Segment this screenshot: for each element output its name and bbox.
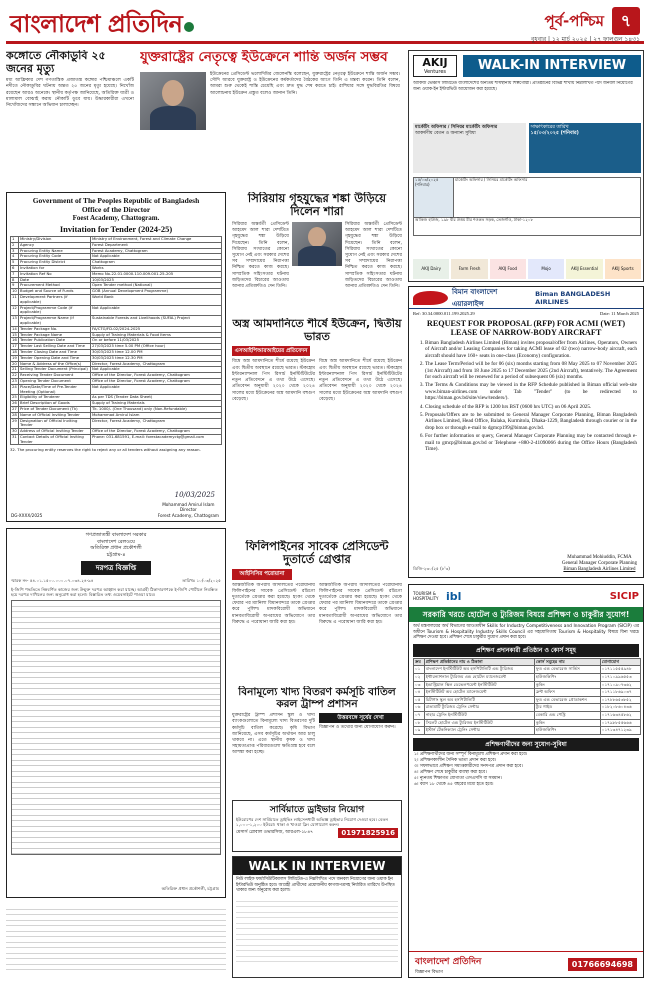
tender-cell: Director, Forest Academy, Chattogram [91, 418, 222, 429]
brand-logo: AKIJ Dairy [413, 259, 449, 279]
tender-cell: Forest Academy, Chattogram [91, 248, 222, 254]
biman-point: 4. Closing schedule of the RFP is 1200 hrs BST (0600 hrs UTC) on 06 April 2025. [425, 404, 637, 410]
sicip-cell: কুকিং [534, 719, 600, 727]
akij-brand-strip [413, 259, 641, 279]
tender-cell: 27 [12, 405, 17, 411]
footer-logo: বাংলাদেশ প্রতিদিন [415, 956, 482, 967]
headline-ukraine[interactable]: যুক্তরাষ্ট্রের নেতৃত্বে ইউক্রেনে শান্তি অর্জন সম্ভব [140, 50, 388, 65]
railway-header3: অতিরিক্ত প্রধান প্রকৌশলী [90, 545, 142, 551]
tender-cell: Tender Closing Date and Time [19, 349, 91, 355]
tender-cell: 30 [12, 428, 17, 434]
body-duterte-b: আন্তর্জাতিক অপরাধ আদালতের পরোয়ানায় ফিলিপাইনের সাবেক প্রেসিডেন্ট রদ্রিগো দুতার্তেকে গ্রেপ্তার করা হয়েছে। হংকং থেকে ফেরার পর ম্যানিলা বিমানবন্দরে তাকে গ্রেপ্তার করে পুলিশ। মাদকবিরোধী অভিযানে মানবতাবিরোধী অপরাধের অভিযোগে তার বিরুদ্ধে এ পরোয়ানা জারি করা হয়। [319, 582, 402, 625]
tender-cell: Forest Department [91, 242, 222, 248]
tender-cell: 26 [12, 400, 17, 406]
signatory-office: Forest Academy, Chattogram [157, 512, 219, 518]
sicip-rule: ৪। প্রশিক্ষণ শেষে চাকুরীর ব্যবস্থা করা হবে। [414, 769, 487, 775]
akij-salary: আকর্ষণীয় বেতন ও অন্যান্য সুবিধা [415, 130, 476, 136]
tender-cell: 22 [12, 372, 17, 378]
sicip-rules-title: প্রশিক্ষণার্থীদের জন্য সুযোগ-সুবিধা [413, 738, 639, 751]
railway-tender-grid [11, 600, 221, 855]
sicip-table [413, 658, 641, 735]
tender-cell: Office of the Director, Forest Academy, Chattogram [91, 373, 222, 379]
tender-cell: Supply of Training Materials & Food Items [91, 332, 222, 338]
body-trump: যুক্তরাষ্ট্রের ট্রাম্প প্রশাসন স্কুল ও খাদ্য ব্যাংকগুলোতে বিনামূল্যে খাদ্য বিতরণের দুটি কর্মসূচি বাতিল করেছে। কৃষি বিভাগ জানিয়েছে, এসব কর্মসূচির অর্থায়ন আর চালু থাকবে না। এতে স্থানীয় কৃষক ও খাদ্য সহায়তাপ্রাপ্ত পরিবারগুলো ক্ষতিগ্রস্ত হবে বলে আশঙ্কা করা হচ্ছে। [232, 713, 315, 756]
railway-body: ই-জিপি পদ্ধতিতে নিম্নবর্ণিত কাজের জন্য উন্মুক্ত দরপত্র আহ্বান করা যাচ্ছে। আগ্রহী ঠিকাদারগণকে ই-জিপি পোর্টালে নিবন্ধিত হয়ে দরপত্র দাখিলের জন্য অনুরোধ করা হলো। বিস্তারিত তথ্য ওয়েবসাইটে পাওয়া যাবে। [11, 587, 218, 598]
tender-cell: Project/Programme Code (if applicable) [19, 305, 91, 316]
newspaper-logo[interactable] [10, 6, 194, 46]
tender-cell: 10 [12, 288, 17, 294]
sicip-cell: ফুড এন্ড বেভারেজ প্রোডাকশন [534, 696, 600, 704]
sicip-cell: কুকিং [534, 681, 600, 689]
body-syria-a: সিরিয়ার অন্তর্বর্তী প্রেসিডেন্ট আহমেদ আল শারা দেশটিতে গৃহযুদ্ধের শঙ্কা উড়িয়ে দিয়েছেন। তিনি বলেন, সিরিয়ায় সংঘাতের কোনো সুযোগ নেই এবং সরকার দেশের সব সম্প্রদায়ের নিরাপত্তা নিশ্চিত করতে কাজ করছে। সাম্প্রতিক সহিংসতার ঘটনায় জড়িতদের বিচারের আওতায় আনার প্রতিশ্রুতিও দেন তিনি। [232, 222, 289, 290]
tender-cell: 24 [11, 384, 19, 395]
biman-header [409, 287, 643, 309]
tender-cell: World Bank [91, 294, 222, 305]
biman-stork-icon [413, 291, 448, 305]
sicip-intro: অর্থ মন্ত্রণালয়ের অর্থ বিভাগের আওতাধীন Skills for Industry Competitiveness and Innovation Program (SICIP) এর অধীনে Tourism & Hospitality Industry Skills Council এর সহযোগিতায় Tourism & Hospitality বিষয়ে বিনা খরচে প্রশিক্ষণ দেওয়া হবে। প্রশিক্ষণ শেষে চাকুরীর সুযোগ প্রদান করা হবে। [413, 624, 639, 641]
tender-cell: Name & Address of the Office(s) [19, 361, 91, 367]
tender-cell: Supply of Training Materials [91, 401, 222, 407]
sicip-cell: ইন্টারন্যাশনাল ট্যুরিজম এন্ড হোটেল ম্যানেজমেন্ট [424, 673, 534, 681]
logo-dot-icon [184, 22, 194, 32]
tender-cell: 21 [12, 366, 17, 372]
sicip-section-title: প্রশিক্ষণ প্রদানকারী প্রতিষ্ঠান ও কোর্স সমূহ [413, 644, 639, 657]
trump-box-body: বিজ্ঞাপন ও তথ্যের জন্য যোগাযোগ করুন। [319, 725, 396, 731]
tender-cell: Not Applicable [91, 305, 222, 316]
biman-point: 2. The Lease Term/Period will be for 06 (six) months starting from 08 May 2025 to 07 November 2025 (1st Aircraft) and from 18 June 2025 to 17 December 2025 (2nd Aircraft), tentatively. The Agreement for each aircraft will be renewed for a period of subsequent 06 (six) months. [425, 361, 637, 380]
sicip-cell: ০২ [414, 673, 425, 681]
akij-brand: AKIJ [422, 56, 448, 69]
tender-cell: Name of Official Inviting Tender [19, 412, 91, 418]
tender-cell: 17 [12, 343, 17, 349]
tender-note: 32. The procuring entity reserves the right to reject any or all tenders without assigning any reason. [10, 447, 201, 453]
duterte-tag: আইসিসির পরোয়ানা [232, 569, 292, 579]
serbia-body: ইউরোপের দেশ সার্বিয়াতে ড্রাইভিং লাইসেন্সধারী অভিজ্ঞ ড্রাইভার নিয়োগ দেওয়া হবে। বেতন ১,০০০-১,২০০ ইউরো। থাকা ও খাওয়া ফ্রি। যোগাযোগ করুন। [236, 817, 388, 828]
tender-cell: 19 [12, 354, 17, 360]
tender-cell: Invitation Ref No [19, 271, 91, 277]
tender-cell: 6 [11, 265, 19, 271]
walkin-bottom-body: নিউ লাইফ ফার্মাসিউটিক্যালস লিমিটেড-এ নিম্নলিখিত পদে জনবল নিয়োগের জন্য ওয়াক ইন ইন্টারভিউ অনুষ্ঠিত হবে। আগ্রহী প্রার্থীদের প্রয়োজনীয় কাগজপত্রসহ নির্ধারিত তারিখে উপস্থিত থাকার জন্য অনুরোধ করা হলো। [236, 877, 395, 894]
akij-date-label: সাক্ষাৎকারের তারিখ [530, 125, 569, 130]
sicip-cell: ০১৭১০৯৯৬৫৫৩ [600, 673, 640, 681]
tender-gov: Government of The Peoples Republic of Bangladesh [32, 196, 200, 205]
biman-ref: Ref: 30.34.0000.011.199.2025.29 [413, 311, 475, 316]
ibl-logo: ibl [446, 589, 462, 603]
tender-cell: 14 [12, 325, 17, 331]
railway-header4: চট্টগ্রাম-৪ [106, 551, 126, 558]
story-congo [6, 50, 134, 140]
story-duterte [232, 540, 402, 680]
sicip-cell: বেকারি এন্ড পেস্ট্রি [534, 711, 600, 719]
tender-cell: Tender Last Selling Date and Time [19, 344, 91, 350]
sicip-ad [408, 584, 644, 978]
sicip-cell: সিলেট হোটেল এন্ড ট্যুরিজম ইনস্টিটিউট [424, 719, 534, 727]
tender-cell: Tender Package No. [19, 326, 91, 332]
tender-cell: 25 [12, 394, 17, 400]
sicip-cell: ইন্ডাস্ট্রিয়াল স্কিল ডেভেলপমেন্ট ইনস্টিটিউট [424, 681, 534, 689]
sicip-cell: ফ্রন্ট অফিস [534, 689, 600, 697]
serbia-driver-ad [232, 800, 402, 852]
sicip-cell: নাহার ট্রেনিং ইনস্টিটিউট [424, 711, 534, 719]
tender-cell: Phone: 031-681591, E-mail: forestacademyctg@gmail.com [91, 434, 222, 445]
tender-cell: 31 [11, 434, 19, 445]
sicip-cell: ফুড এন্ড বেভারেজ সার্ভিস [534, 666, 600, 674]
tender-cell: Ministry/Division [19, 237, 91, 243]
section-name: পূর্ব-পশ্চিম [544, 12, 604, 30]
sicip-cell: ০১৭৯৮৮৫৫৬৬৬ [600, 719, 640, 727]
trump-box-title: উত্তরবঙ্গে সূর্যের দেখা [319, 713, 402, 723]
sicip-cell: ০১৭১১৮৬৯০৩৭ [600, 689, 640, 697]
tender-cell: Project/Programme Name (if applicable) [19, 316, 91, 327]
tender-cell: Chattogram [91, 260, 222, 266]
tender-cell: Office of the Director, Forest Academy, Chattogram [91, 378, 222, 384]
akij-schedule-table [413, 177, 641, 236]
biman-points [409, 340, 643, 453]
headline-duterte[interactable]: ফিলিপাইনের সাবেক প্রেসিডেন্ট দুতার্তে গ্রেপ্তার [245, 540, 389, 567]
tender-cell: Eligibility of Tenderer [19, 395, 91, 401]
biman-point: 6. For further information or query, General Manager Corporate Planning may be contacted through e-mail to gmcp@biman.gov.bd or Telephone +880-2-41090066 during the Office Hours (Bangladesh Time). [425, 433, 637, 452]
tender-cell: 2 [11, 242, 19, 248]
tender-cell: 7 [11, 271, 19, 277]
page-number: ৭ [612, 7, 640, 35]
zelensky-photo [140, 72, 206, 130]
tender-cell: Not Applicable [91, 254, 222, 260]
akij-walkin-ad [408, 50, 644, 282]
tender-cell: Place/Date/Time of Pre-Tender Meeting (Optional) [19, 384, 91, 395]
tender-row [11, 305, 222, 316]
sicip-logo: SICIP [609, 590, 639, 602]
serbia-company: মেসার্স গ্লোবাল ওভারসিজ, আরএল-১৮৪৭ [236, 830, 314, 836]
tender-cell: Procuring Entity Code [19, 254, 91, 260]
tender-cell: 3 [11, 248, 19, 254]
tender-cell: Open Tender method (National) [91, 283, 222, 289]
railway-footer [6, 904, 226, 978]
sicip-rule: ৫। ন্যূনতম শিক্ষাগত যোগ্যতা এসএসসি বা সমমান। [414, 775, 502, 781]
body-arms-b: বিশ্বে অস্ত্র আমদানিতে শীর্ষে রয়েছে ইউক্রেন এবং দ্বিতীয় অবস্থানে রয়েছে ভারত। স্টকহোম ইন্টারন্যাশনাল পিস রিসার্চ ইনস্টিটিউটের নতুন প্রতিবেদনে এ তথ্য উঠে এসেছে। প্রতিবেদন অনুযায়ী ২০২০ থেকে ২০২৪ সালের মধ্যে ইউক্রেনের অস্ত্র আমদানি বহুগুণ বেড়েছে। [319, 359, 402, 402]
biman-point: 5. Proposals/Offers are to be submitted to General Manager Corporate Planning, Biman Bangladesh Airlines Limited, Head Office, Balaka, Kurmitola, Dhaka-1229, Bangladesh through courier or in the drop box or through e-mail to dgmcp199@biman.gov.bd. [425, 412, 637, 431]
sicip-row [414, 727, 641, 735]
tender-cell: FA/CTG/FD-02/2024-2025 [91, 326, 222, 332]
tender-cell: 4 [11, 254, 19, 260]
railway-date: তারিখঃ ১০/০৩/২০২৫ [182, 578, 221, 583]
sicip-rules [409, 752, 643, 788]
akij-date: ১৫/০৩/২০২৫ (শনিবার) [530, 131, 579, 136]
tender-office: Office of the Director [81, 205, 151, 214]
signatory-designation: Director [179, 507, 197, 513]
sicip-cell: ইনস্টিটিউট অব হোটেল ম্যানেজমেন্ট [424, 689, 534, 697]
railway-sign: অতিরিক্ত প্রধান প্রকৌশলী, চট্টগ্রাম [161, 886, 219, 891]
tender-cell: Tender Opening Date and Time [19, 355, 91, 361]
dateline: বুধবার | ১২ মার্চ ২০২৫ | ২৭ ফাল্গুন ১৪৩১ [531, 36, 640, 43]
railway-ref: স্মারক নং- ৫৪.০১.১৫০০.০০০.০৭.০৩৪.২৪-৯৪ [11, 578, 94, 583]
tender-cell: Receiving Tender Document [19, 373, 91, 379]
sicip-header-row [414, 658, 641, 666]
biman-signatory-name: Muhammad Mohiuddin, FCMA [567, 555, 632, 560]
sicip-header-cell: যোগাযোগ [600, 658, 640, 666]
story-trump [232, 686, 402, 796]
tender-table [10, 236, 222, 445]
tender-cell: Procuring Entity District [19, 260, 91, 266]
sicip-title: সরকারি খরচে হোটেল ও ট্যুরিজম বিষয়ে প্রশিক্ষণ ও চাকুরীর সুযোগ! [409, 607, 643, 622]
brand-logo: AKIJ Sports [605, 259, 641, 279]
walkin-bottom-title: WALK IN INTERVIEW [233, 857, 401, 875]
tender-cell: Not Applicable [91, 367, 222, 373]
sicip-cell: বাংলাদেশ ইনস্টিটিউট অব হসপিটালিটি এন্ড ট্যুরিজম [424, 666, 534, 674]
tender-cell: Office of the Director, Forest Academy, Chattogram [91, 429, 222, 435]
biman-dg: ডিজি-২৩০/২৫ (৮'৩) [413, 566, 450, 571]
brand-logo: Farm Fresh [451, 259, 487, 279]
tender-cell: Ministry of Environment, Forest and Climate Change [91, 237, 222, 243]
sicip-row [414, 666, 641, 674]
body-duterte-a: আন্তর্জাতিক অপরাধ আদালতের পরোয়ানায় ফিলিপাইনের সাবেক প্রেসিডেন্ট রদ্রিগো দুতার্তেকে গ্রেপ্তার করা হয়েছে। হংকং থেকে ফেরার পর ম্যানিলা বিমানবন্দরে তাকে গ্রেপ্তার করে পুলিশ। মাদকবিরোধী অভিযানে মানবতাবিরোধী অপরাধের অভিযোগে তার বিরুদ্ধে এ পরোয়ানা জারি করা হয়। [232, 582, 315, 625]
biman-signatory-org: Biman Bangladesh Airlines Limited [563, 567, 636, 572]
biman-signatory [562, 555, 637, 573]
sicip-cell: ০৮ [414, 719, 425, 727]
railway-header [7, 532, 225, 558]
sicip-cell: ০১ [414, 666, 425, 674]
tender-cell: Designation of Official Inviting Tender [19, 418, 91, 429]
tender-cell: 1 [11, 237, 19, 243]
footer-sub: বিজ্ঞাপন বিভাগ [415, 969, 443, 975]
biman-signatory-title: General Manager Corporate Planning [561, 561, 637, 566]
arms-tag: এসআইপিআরআইয়ের প্রতিবেদন [232, 346, 310, 356]
signature: 10/03/2025 [174, 491, 215, 499]
sicip-cell: ০৩ [414, 681, 425, 689]
sicip-rule: ৩। সফলভাবে প্রশিক্ষণ সমাপ্তকারীদের সনদপত্র প্রদান করা হবে। [414, 763, 523, 769]
brand-logo: AKIJ Food [490, 259, 526, 279]
tender-cell: 23 [12, 377, 17, 383]
tender-cell: 9 [11, 283, 19, 289]
sicip-cell: ০১৮২০৮৬০৪৩৬ [600, 704, 640, 712]
story-syria [232, 192, 402, 312]
tender-cell: Budget and Source of Funds [19, 289, 91, 295]
biman-date: Date: 11 March 2025 [600, 311, 639, 316]
serbia-phone[interactable]: 01971825916 [338, 828, 398, 838]
biman-brand-en: Biman BANGLADESH AIRLINES [535, 289, 611, 306]
tender-cell: Development Partners (if applicable) [19, 294, 91, 305]
body-ukraine: ইউক্রেনের প্রেসিডেন্ট ভলোদিমির জেলেনস্কি বলেছেন, যুক্তরাষ্ট্রের নেতৃত্বে ইউক্রেনে শান্তি অর্জন সম্ভব। সৌদি আরবে যুক্তরাষ্ট্র ও ইউক্রেনের কর্মকর্তাদের বৈঠকের আগে তিনি এ মন্তব্য করেন। তিনি বলেন, আমরা শুরু থেকেই শান্তি চেয়েছি এবং দ্রুত যুদ্ধ শেষ করতে চাই। রাশিয়ার সঙ্গে যুদ্ধবিরতির বিষয়ে আলোচনায় ইউক্রেন প্রস্তুত বলেও জানান তিনি। [210, 72, 400, 96]
tender-cell: Invitation for [19, 265, 91, 271]
sicip-cell: ০৫ [414, 696, 425, 704]
akij-logo [413, 55, 457, 77]
tender-cell: GOB (Annual Development Programme) [91, 289, 222, 295]
sicip-cell: ০১৭১৩৪৭১২৩৯ [600, 727, 640, 735]
body-syria-b: সিরিয়ার অন্তর্বর্তী প্রেসিডেন্ট আহমেদ আল শারা দেশটিতে গৃহযুদ্ধের শঙ্কা উড়িয়ে দিয়েছেন। তিনি বলেন, সিরিয়ায় সংঘাতের কোনো সুযোগ নেই এবং সরকার দেশের সব সম্প্রদায়ের নিরাপত্তা নিশ্চিত করতে কাজ করছে। সাম্প্রতিক সহিংসতার ঘটনায় জড়িতদের বিচারের আওতায় আনার প্রতিশ্রুতিও দেন তিনি। [345, 222, 402, 290]
sicip-row [414, 696, 641, 704]
tender-cell: 5 [11, 260, 19, 266]
sicip-row [414, 681, 641, 689]
akij-venue: আকিজ হাউজ, ১৯৮ বীর উত্তম মীর শওকত সড়ক, তেজগাঁও, ঢাকা-১২০৮ [414, 218, 641, 236]
tender-cell: Not Applicable [91, 384, 222, 395]
tender-cell: Works [91, 265, 222, 271]
tender-cell: Brief Description of Goods [19, 401, 91, 407]
walkin-bottom-ad [232, 856, 402, 978]
headline-trump[interactable]: বিনামূল্যে খাদ্য বিতরণ কর্মসূচি বাতিল করল ট্রাম্প প্রশাসন [238, 686, 396, 711]
akij-date-box [529, 123, 642, 173]
sicip-cell: ০১৭৮৮৬৫৩৮৫২ [600, 696, 640, 704]
tender-cell: Opening Tender Document [19, 378, 91, 384]
tender-cell: Date [19, 277, 91, 283]
sicip-cell: ০১৭১৬৩৪৫৮৬২ [600, 711, 640, 719]
story-ukraine [140, 50, 402, 185]
sicip-header-cell: প্রশিক্ষণ প্রতিষ্ঠানের নাম ও ঠিকানা [424, 658, 534, 666]
brand-logo: AKIJ Essential [566, 259, 602, 279]
tender-cell: Selling Tender Document (Principal) [19, 367, 91, 373]
sicip-cell: হাউজকিপিং [534, 727, 600, 735]
tender-cell: 20 [12, 360, 17, 366]
sicip-partner: TOURISM & HOSPITALITY [413, 591, 439, 601]
sicip-row [414, 711, 641, 719]
tender-cell: Director, Forest Academy, Chattogram [91, 361, 222, 367]
akij-brand-sub: Ventures [423, 69, 447, 75]
tender-cell: 8 [11, 277, 19, 283]
sicip-cell: ০৭ [414, 711, 425, 719]
tender-cell: 30/03/2025 time 12.30 PM [91, 355, 222, 361]
logo-text: বাংলাদেশ প্রতিদিন [10, 9, 183, 38]
tender-ref: DG-XXXX/2025 [11, 513, 43, 518]
sicip-cell: ০৯ [414, 727, 425, 735]
headline-arms[interactable]: অস্ত্র আমদানিতে শীর্ষে ইউক্রেন, দ্বিতীয় ভারত [232, 318, 402, 343]
sicip-header-cell: কোর্স সমূহের নাম [534, 658, 600, 666]
sicip-row [414, 704, 641, 712]
biman-title: REQUEST FOR PROPOSAL (RFP) FOR ACMI (WET) LEASE OF NARROW-BODY AIRCRAFT [426, 319, 626, 337]
tender-cell: On or before 11/03/2025 [91, 338, 222, 344]
tender-cell: 13 [11, 316, 19, 327]
sicip-cell: ০১৭১০৯০৭৩৬২ [600, 681, 640, 689]
biman-brand-bn: বিমান বাংলাদেশ এয়ারলাইন্স [451, 287, 498, 308]
tender-row [11, 384, 222, 395]
tender-row [11, 418, 222, 429]
tender-title: Invitation for Tender (2024-25) [59, 224, 173, 234]
akij-position: মার্কেটিং অফিসার / সিনিয়র মার্কেটিং অফিসার [415, 125, 498, 130]
tender-place: Foest Academy, Chattogram. [72, 214, 160, 222]
sicip-cell: ট্যুর গাইড [534, 704, 600, 712]
akij-title: WALK-IN INTERVIEW [463, 55, 641, 77]
body-congo: মধ্য আফ্রিকার দেশ গণতান্ত্রিক প্রজাতন্ত্র কঙ্গোর পশ্চিমাঞ্চলে একটি নদীতে নৌকাডুবির ঘটনায় অন্তত ২৫ জনের মৃত্যু হয়েছে। নিখোঁজ রয়েছেন আরও অনেকে। স্থানীয় কর্তৃপক্ষ জানিয়েছে, অতিরিক্ত যাত্রী ও মালামাল বোঝাই করায় নৌকাটি ডুবে যায়। উদ্ধারকারীরা এখনো নিখোঁজদের সন্ধানে অভিযান চালাচ্ছেন। [6, 78, 134, 109]
tender-cell: 12 [11, 305, 19, 316]
tender-cell: As per TDS (Tender Data Sheet) [91, 395, 222, 401]
brand-logo: Mojo [528, 259, 564, 279]
masthead [6, 4, 644, 44]
tender-cell: Tender Publication Date [19, 338, 91, 344]
headline-syria[interactable]: সিরিয়ায় গৃহযুদ্ধের শঙ্কা উড়িয়ে দিলেন শারা [247, 192, 387, 219]
sicip-row [414, 689, 641, 697]
tender-cell: Memo No-22.01.0000.110.009.001.25-205 [91, 271, 222, 277]
sicip-rule: ১। প্রশিক্ষণার্থীদের জন্য সম্পূর্ণ বিনামূল্যে প্রশিক্ষণ প্রদান করা হবে। [414, 751, 528, 757]
tender-cell: 11 [11, 294, 19, 305]
sicip-rule: ৬। বয়স ১৮ থেকে ৪৫ বছরের মধ্যে হতে হবে। [414, 781, 494, 787]
sicip-cell: ০৬ [414, 704, 425, 712]
akij-intro: আকিজ ভেঞ্চার্স লিমিটেড বাংলাদেশের অন্যতম শীর্ষস্থানীয় শিল্পগোষ্ঠী। প্রতিষ্ঠানের বিভিন্ন শাখায় নিম্নলিখিত পদে জনবল নিয়োগের জন্য ওয়াক-ইন ইন্টারভিউ আয়োজন করা হয়েছে। [413, 81, 633, 92]
tender-row [11, 316, 222, 327]
tender-cell: 28 [12, 411, 17, 417]
serbia-title: সার্বিয়াতে ড্রাইভার নিয়োগ [269, 805, 365, 815]
akij-table-position: মার্কেটিং অফিসার / সিনিয়র মার্কেটিং অফিসার [454, 178, 641, 218]
biman-point: 3. The Terms & Conditions may be viewed in the RFP Schedule published in Biman official web-site www.biman-airlines.com under Tab "Tender" (to be redirected to https://biman.gov.bd/site/view/tenders/). [425, 382, 637, 401]
tender-cell: Tender Package Name [19, 332, 91, 338]
sicip-cell: হাউজকিপিং [534, 673, 600, 681]
tender-cell: Contact Details of Official Inviting Tender [19, 434, 91, 445]
akij-position-box [413, 123, 526, 173]
tender-cell: Sustainable Forests and Livelihoods (SUFAL) Project [91, 316, 222, 327]
railway-footer-lines [6, 904, 226, 974]
tender-cell: Agency [19, 242, 91, 248]
tender-cell: 27/03/2025 time 5.00 PM (Office hour) [91, 344, 222, 350]
akij-table-date: ১৫/০৩/২০২৫ (শনিবার) [414, 178, 454, 218]
sicip-cell: ০৪ [414, 689, 425, 697]
tender-signatory [158, 502, 219, 518]
walkin-bottom-list [236, 896, 398, 966]
sicip-cell: চিটাগাং স্কুল অব হসপিটালিটি [424, 696, 534, 704]
tender-cell: 15 [12, 331, 17, 337]
railway-header2: বাংলাদেশ রেলওয়ে [97, 538, 135, 545]
biman-point: 1. Biman Bangladesh Airlines Limited (Biman) invites proposal/offer from Airlines, Operators, Owners of Aircraft and/or Leasing Companies for taking ACMI lease of 02 (two) narrow-body aircraft, each aircraft should have 160+ seats in one-class (Economy) configuration. [425, 340, 637, 359]
tender-cell: Tk. 1000/- (One Thousand) only (Non-Refundable) [91, 406, 222, 412]
forest-tender-ad [6, 192, 226, 522]
sicip-row [414, 673, 641, 681]
sicip-header-cell: ক্রম [414, 658, 425, 666]
sicip-cell: ০১৭১১৫৫৫৯৪৮ [600, 666, 640, 674]
tender-cell: Procurement Method [19, 283, 91, 289]
sicip-rule: ২। প্রশিক্ষণকালীন দৈনিক ভাতা প্রদান করা হবে। [414, 757, 497, 763]
headline-congo[interactable]: কঙ্গোতে নৌকাডুবি ২৫ জনের মৃত্যু [6, 50, 106, 75]
footer-phone[interactable]: 01766694698 [568, 958, 637, 971]
biman-rfp-ad [408, 286, 644, 578]
sicip-row [414, 719, 641, 727]
sicip-cell: ইস্টার্ন টেকনিক্যাল ট্রেনিং সেন্টার [424, 727, 534, 735]
tender-cell: Price of Tender Document (Tk) [19, 406, 91, 412]
railway-title: দরপত্র বিজ্ঞপ্তি [81, 561, 151, 575]
tender-cell: 18 [12, 348, 17, 354]
tender-cell: Procuring Entity Name [19, 248, 91, 254]
tender-cell: Address of Official Inviting Tender [19, 429, 91, 435]
tender-cell: 10/03/2025 [91, 277, 222, 283]
tender-row [11, 294, 222, 305]
body-arms-a: বিশ্বে অস্ত্র আমদানিতে শীর্ষে রয়েছে ইউক্রেন এবং দ্বিতীয় অবস্থানে রয়েছে ভারত। স্টকহোম ইন্টারন্যাশনাল পিস রিসার্চ ইনস্টিটিউটের নতুন প্রতিবেদনে এ তথ্য উঠে এসেছে। প্রতিবেদন অনুযায়ী ২০২০ থেকে ২০২৪ সালের মধ্যে ইউক্রেনের অস্ত্র আমদানি বহুগুণ বেড়েছে। [232, 359, 315, 402]
tender-cell: Mohammad Amirul Islam [91, 412, 222, 418]
tender-cell: 29 [11, 418, 19, 429]
railway-tender-ad [6, 528, 226, 898]
signatory-name: Mohammad Amirul Islam [162, 501, 215, 507]
tender-cell: 16 [12, 337, 17, 343]
tender-row [11, 434, 222, 445]
railway-header1: গণপ্রজাতন্ত্রী বাংলাদেশ সরকার [85, 532, 147, 538]
sharaa-photo [292, 222, 342, 266]
sicip-cell: রাঙামাটি ট্যুরিজম ট্রেনিং সেন্টার [424, 704, 534, 712]
sicip-footer [409, 951, 643, 977]
story-arms [232, 318, 402, 533]
tender-cell: 30/03/2025 time 12.00 PM [91, 349, 222, 355]
